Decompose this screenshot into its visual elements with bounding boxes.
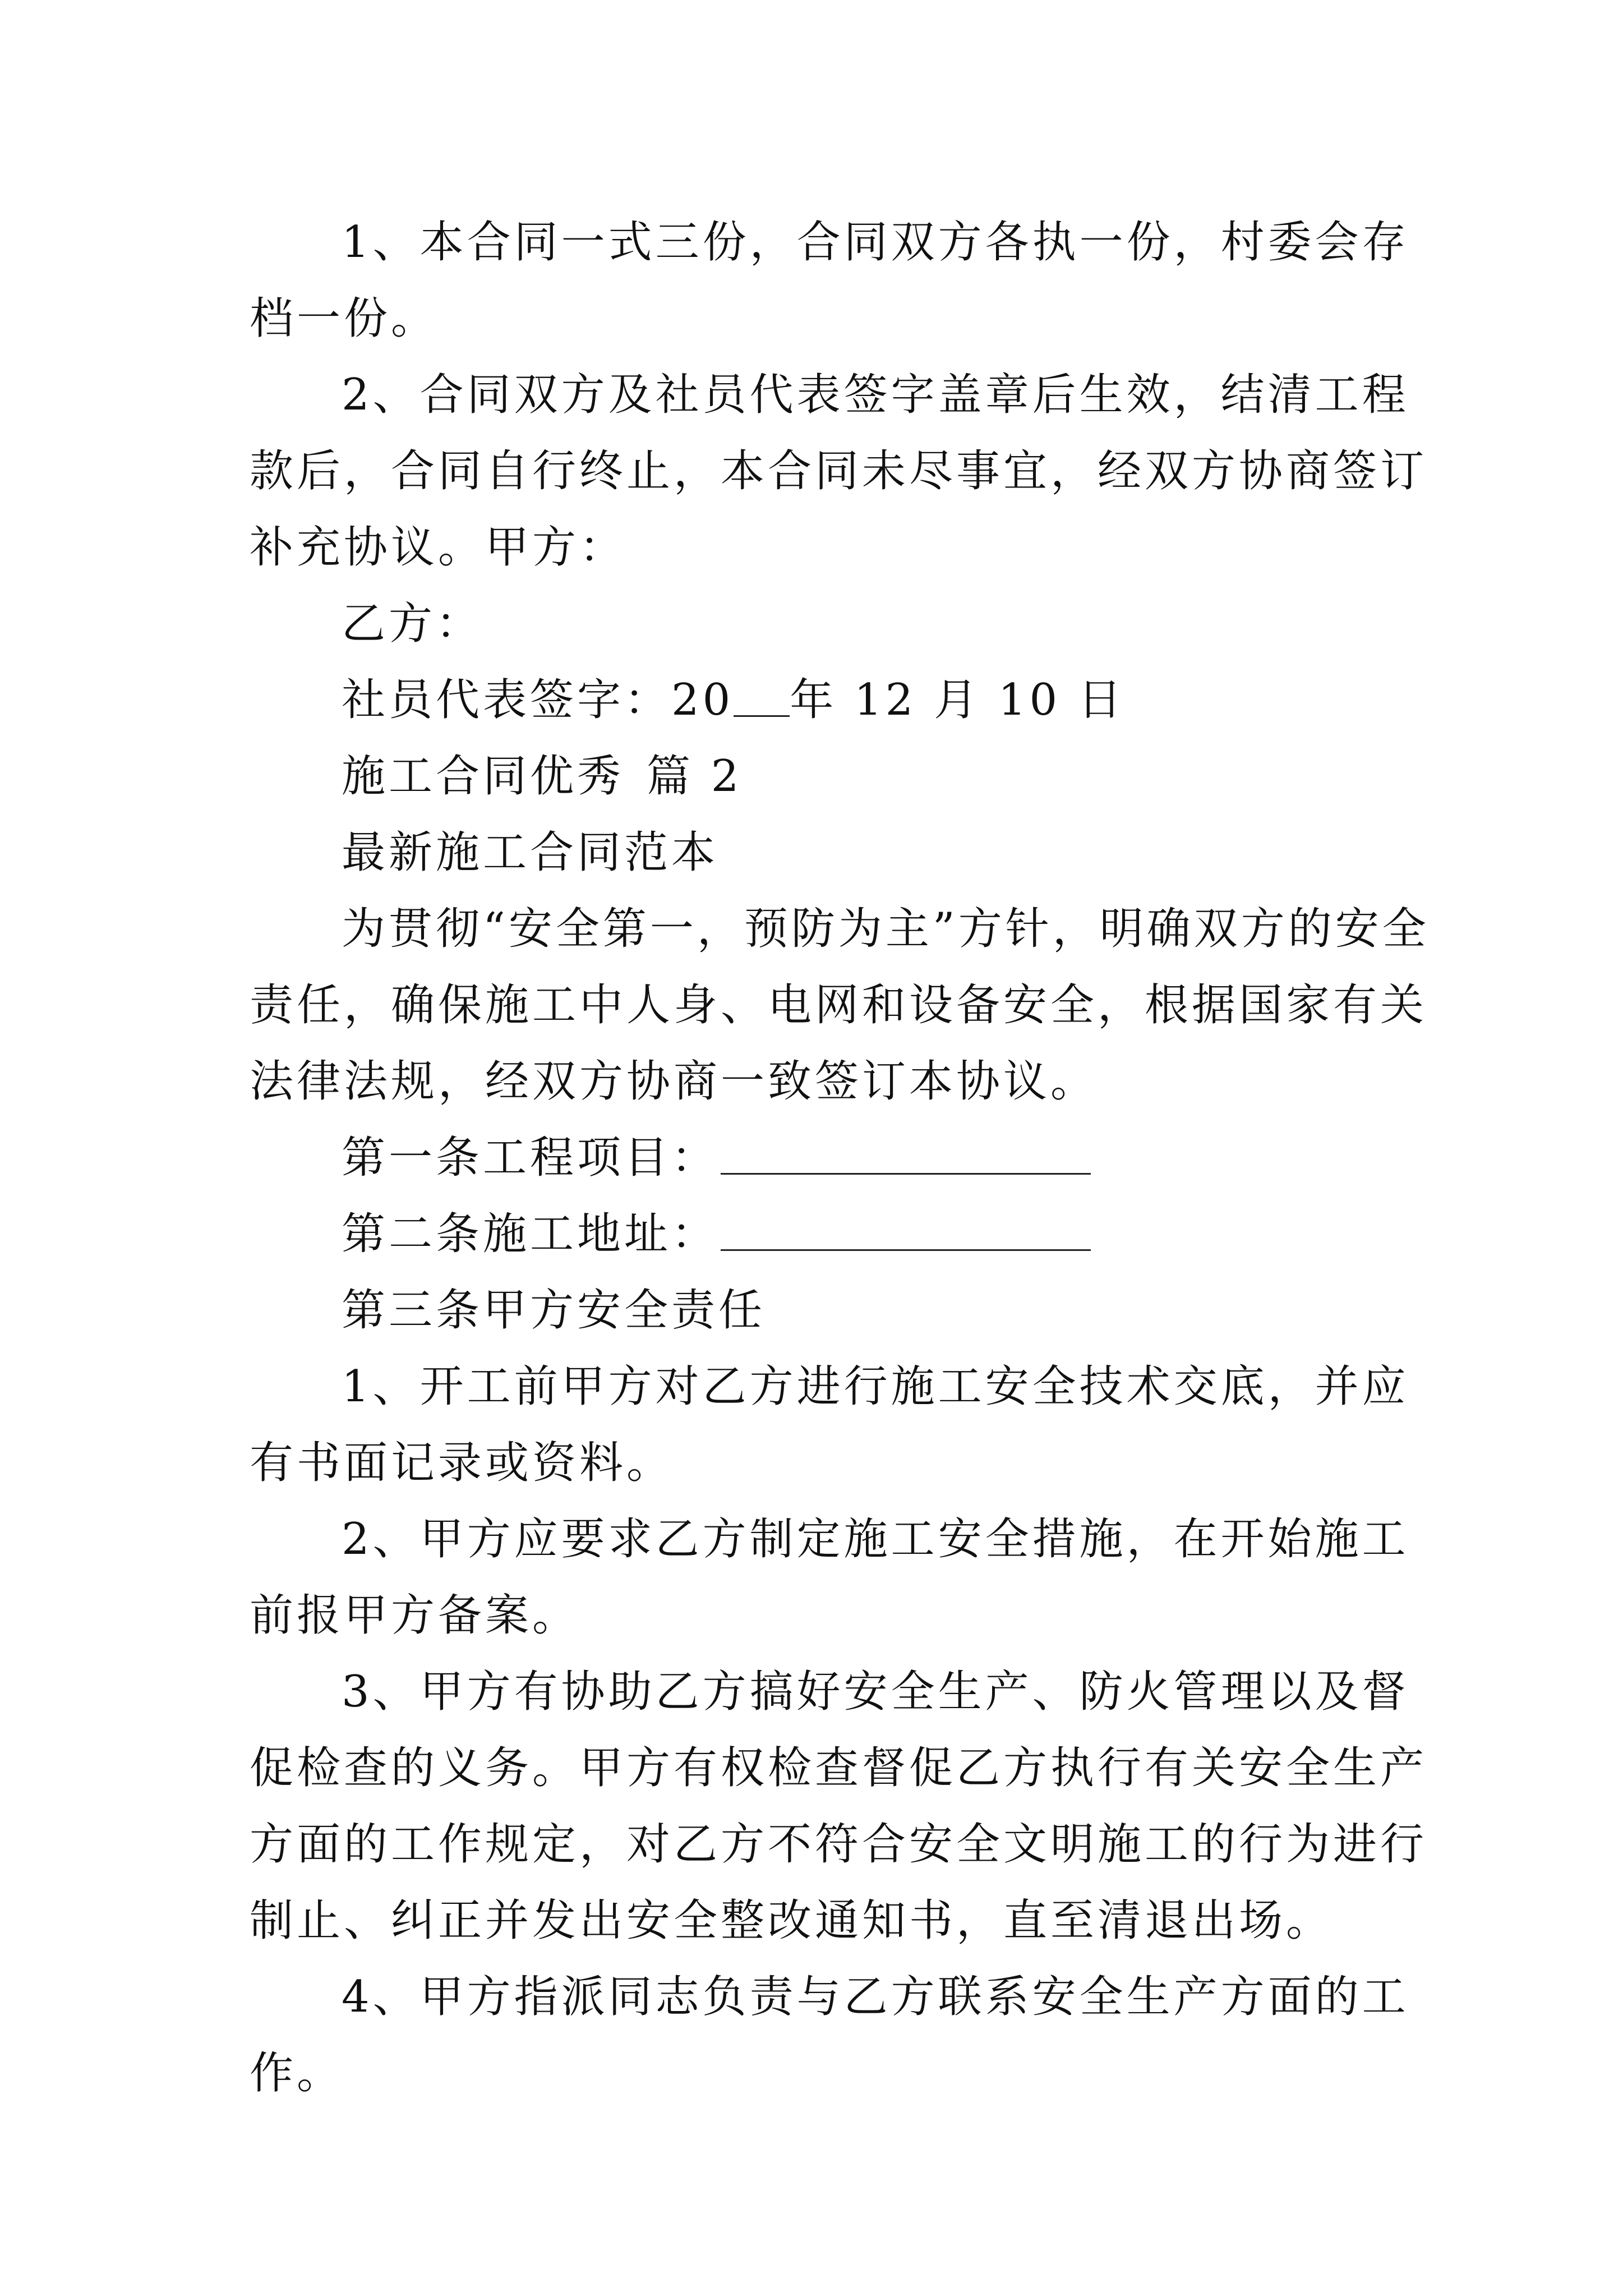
- section-title-text: 施工合同优秀: [342, 751, 625, 802]
- party-b-line: 乙方：: [342, 599, 483, 649]
- paragraph-party-a-2: 2、甲方应要求乙方制定施工安全措施，在开始施工前报甲方备案。: [250, 1514, 1409, 1641]
- section-title: [250, 738, 1433, 815]
- document-body: [250, 204, 1433, 2111]
- paragraph-intro: 为贯彻“安全第一，预防为主”方针，明确双方的安全责任，确保施工中人身、电网和设备安全，根据国家有关法律法规，经双方协商一致签订本协议。: [250, 904, 1430, 1107]
- construction-address-blank: [721, 1248, 1091, 1251]
- paragraph-clause-1: 1、本合同一式三份，合同双方各执一份，村委会存档一份。: [250, 217, 1409, 344]
- member-signature-date: 年 12 月 10 日: [790, 675, 1125, 725]
- year-blank: [734, 714, 790, 717]
- project-name-blank: [721, 1172, 1091, 1175]
- article-2-label: 第二条施工地址：: [342, 1209, 719, 1259]
- member-signature-line: [250, 662, 1433, 738]
- article-1-line: [250, 1120, 1433, 1196]
- article-1-label: 第一条工程项目：: [342, 1133, 719, 1183]
- contract-template-title: 最新施工合同范本: [342, 827, 719, 878]
- section-number: 篇 2: [647, 751, 743, 802]
- paragraph-party-a-1: 1、开工前甲方对乙方进行施工安全技术交底，并应有书面记录或资料。: [250, 1361, 1409, 1488]
- paragraph-party-a-3: 3、甲方有协助乙方搞好安全生产、防火管理以及督促检查的义务。甲方有权检查督促乙方执行有关安全生产方面的工作规定，对乙方不符合安全文明施工的行为进行制止、纠正并发出安全整改通知书，直至清退出场。: [250, 1667, 1428, 1946]
- article-3-heading: 第三条甲方安全责任: [342, 1285, 766, 1336]
- member-signature-prefix: 社员代表签字：20: [342, 675, 734, 725]
- paragraph-party-a-4: 4、甲方指派同志负责与乙方联系安全生产方面的工作。: [250, 1972, 1409, 2099]
- paragraph-clause-2: 2、合同双方及社员代表签字盖章后生效，结清工程款后，合同自行终止，本合同未尽事宜，经双方协商签订补充协议。甲方：: [250, 370, 1428, 573]
- article-2-line: [250, 1196, 1433, 1272]
